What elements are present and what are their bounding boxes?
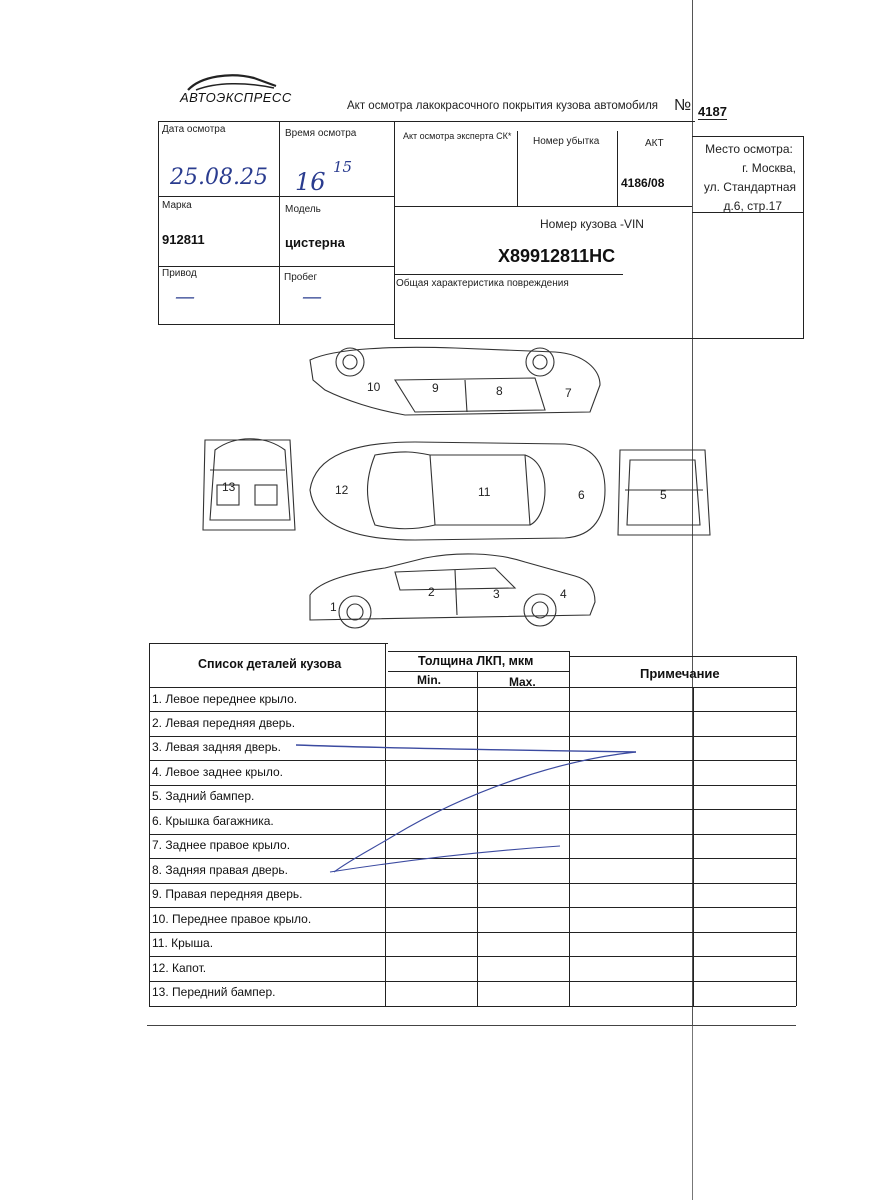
drive-value: — bbox=[175, 284, 195, 308]
place-line3: д.6, стр.17 bbox=[723, 199, 782, 213]
table-row: 1. Левое переднее крыло. bbox=[152, 692, 298, 706]
mileage-value: — bbox=[302, 284, 322, 308]
logo bbox=[176, 70, 292, 110]
time-label: Время осмотра bbox=[285, 128, 357, 139]
vin-value: X89912811HC bbox=[498, 246, 616, 266]
zone-10: 10 bbox=[367, 380, 381, 394]
table-row: 9. Правая передняя дверь. bbox=[152, 887, 303, 901]
zone-13: 13 bbox=[222, 480, 236, 494]
act-value: 4186/08 bbox=[621, 176, 665, 190]
place-line1: г. Москва, bbox=[742, 161, 796, 175]
col-thickness-header: Толщина ЛКП, мкм bbox=[418, 654, 534, 668]
time-minute: 15 bbox=[333, 158, 353, 176]
zone-12: 12 bbox=[335, 483, 349, 497]
table-row: 12. Капот. bbox=[152, 961, 207, 975]
place-line2: ул. Стандартная bbox=[703, 180, 796, 194]
make-value: 912811 bbox=[162, 232, 205, 247]
col-parts-header: Список деталей кузова bbox=[198, 657, 342, 671]
document-title: Акт осмотра лакокрасочного покрытия кузова автомобиля bbox=[347, 100, 659, 112]
time-hour: 16 bbox=[295, 168, 326, 196]
make-label: Марка bbox=[162, 200, 192, 211]
car-body-diagram bbox=[195, 340, 725, 640]
vin-label: Номер кузова -VIN bbox=[540, 217, 644, 231]
logo-text: АВТОЭКСПРЕСС bbox=[180, 90, 292, 105]
table-row: 4. Левое заднее крыло. bbox=[152, 765, 283, 779]
col-note-header: Примечание bbox=[640, 666, 720, 681]
zone-6: 6 bbox=[578, 488, 585, 502]
model-value: цистерна bbox=[285, 235, 345, 250]
zone-8: 8 bbox=[496, 384, 503, 398]
mileage-label: Пробег bbox=[284, 272, 318, 283]
zone-2: 2 bbox=[428, 585, 435, 599]
zone-11: 11 bbox=[478, 485, 491, 499]
car-right-side-view bbox=[310, 347, 600, 415]
zone-5: 5 bbox=[660, 488, 667, 502]
table-row: 7. Заднее правое крыло. bbox=[152, 838, 291, 852]
zone-1: 1 bbox=[330, 600, 337, 614]
model-label: Модель bbox=[285, 204, 321, 215]
zone-4: 4 bbox=[560, 587, 567, 601]
table-row: 10. Переднее правое крыло. bbox=[152, 912, 312, 926]
inspection-place bbox=[694, 140, 804, 216]
zone-3: 3 bbox=[493, 587, 500, 601]
page-edge-right-lower bbox=[692, 1025, 693, 1200]
act-label: АКТ bbox=[645, 138, 664, 149]
zone-9: 9 bbox=[432, 381, 439, 395]
car-left-side-view bbox=[310, 554, 595, 628]
table-row: 11. Крыша. bbox=[152, 936, 214, 950]
table-row: 3. Левая задняя дверь. bbox=[152, 740, 281, 754]
document-number: 4187 bbox=[698, 104, 727, 119]
car-front-view bbox=[203, 439, 295, 530]
table-row: 2. Левая передняя дверь. bbox=[152, 716, 296, 730]
drive-label: Привод bbox=[162, 268, 197, 279]
zone-7: 7 bbox=[565, 386, 572, 400]
col-min-header: Min. bbox=[417, 673, 441, 687]
page-bottom-edge bbox=[147, 1025, 796, 1026]
place-label: Место осмотра: bbox=[705, 142, 793, 156]
car-top-view bbox=[310, 442, 605, 540]
date-label: Дата осмотра bbox=[162, 124, 226, 135]
table-row: 8. Задняя правая дверь. bbox=[152, 863, 288, 877]
table-row: 6. Крышка багажника. bbox=[152, 814, 274, 828]
expert-act-label: Акт осмотра эксперта СК* bbox=[403, 131, 512, 141]
number-sign: № bbox=[674, 97, 692, 114]
date-value: 25.08.25 bbox=[170, 165, 268, 190]
loss-number-label: Номер убытка bbox=[533, 136, 600, 147]
damage-label: Общая характеристика повреждения bbox=[396, 278, 569, 289]
table-row: 13. Передний бампер. bbox=[152, 985, 276, 999]
col-max-header: Max. bbox=[509, 675, 536, 689]
table-row: 5. Задний бампер. bbox=[152, 789, 255, 803]
